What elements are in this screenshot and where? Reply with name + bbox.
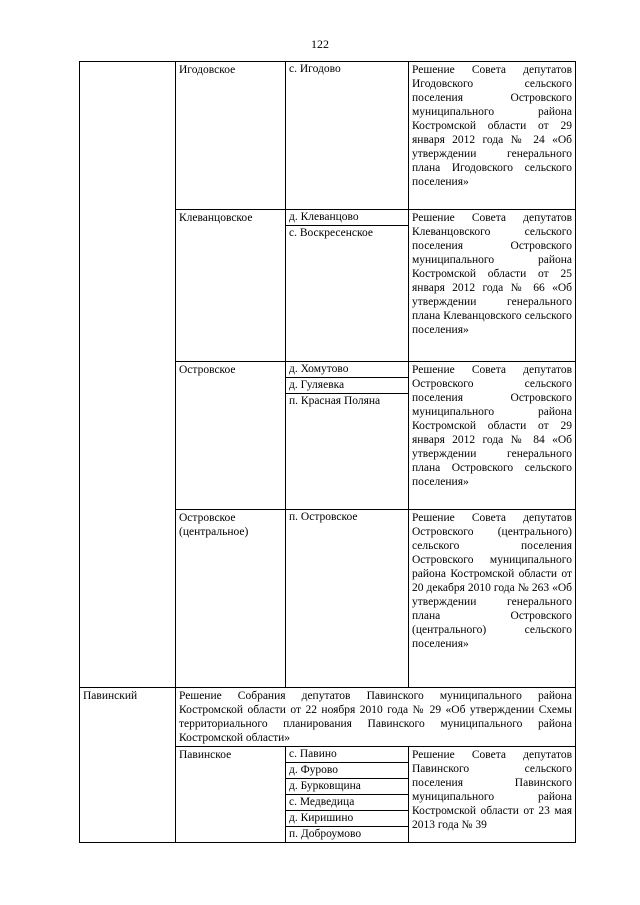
settlement-item: д. Хомутово (286, 362, 408, 378)
settlements-cell (286, 747, 409, 843)
decision-cell: Решение Совета депутатов Павинского сельского поселения Павинского муниципального района Костромской области от 23 мая 2013 года № 39 (409, 747, 576, 843)
municipality-cell: Павинское (176, 747, 286, 843)
settlement-item: д. Гуляевка (286, 378, 408, 394)
table-row (80, 688, 576, 747)
settlements-cell (286, 362, 409, 510)
settlement-item: с. Медведица (286, 795, 408, 811)
settlement-item: д. Фурово (286, 763, 408, 779)
decision-cell: Решение Совета депутатов Клеванцовского сельского поселения Островского муниципального района Костромской области от 25 января 2012 года № 66 «Об утверждении генерального плана Клеванцовского сельского поселения» (409, 210, 576, 362)
decision-cell: Решение Совета депутатов Островского (центрального) сельского поселения Островского муниципального района Костромской области от 20 декабря 2010 года № 263 «Об утверждении генерального плана Островского (центрального) сельского поселения» (409, 510, 576, 688)
settlement-item: д. Киришино (286, 811, 408, 827)
municipality-cell: Клеванцовское (176, 210, 286, 362)
settlements-cell (286, 62, 409, 210)
municipality-cell: Островское (176, 362, 286, 510)
district-cell: Павинский (80, 688, 176, 843)
settlement-item: с. Воскресенское (289, 227, 373, 239)
district-cell (80, 62, 176, 688)
settlements-cell (286, 210, 409, 362)
municipality-cell: Островское (центральное) (176, 510, 286, 688)
settlement-item: п. Островское (289, 511, 358, 523)
municipality-cell: Игодовское (176, 62, 286, 210)
settlements-cell (286, 510, 409, 688)
settlement-item: п. Красная Поляна (289, 395, 381, 407)
settlement-item: д. Бурковщина (286, 779, 408, 795)
table-row (80, 62, 576, 210)
settlement-item: д. Клеванцово (286, 210, 408, 226)
district-decision-cell: Решение Собрания депутатов Павинского муниципального района Костромской области от 22 ноября 2010 года № 29 «Об утверждении Схемы территориального планирования Павинского муниципального района Костромской области» (176, 688, 576, 747)
settlement-item: с. Павино (286, 747, 408, 763)
decision-cell: Решение Совета депутатов Островского сельского поселения Островского муниципального района Костромской области от 29 января 2012 года № 84 «Об утверждении генерального плана Островского сельского поселения» (409, 362, 576, 510)
decision-cell: Решение Совета депутатов Игодовского сельского поселения Островского муниципального района Костромской области от 29 января 2012 года № 24 «Об утверждении генерального плана Игодовского сельского поселения» (409, 62, 576, 210)
territorial-planning-table (79, 61, 576, 843)
settlement-item: с. Игодово (289, 63, 341, 75)
settlement-item: п. Доброумово (289, 828, 362, 840)
page-number: 122 (311, 37, 329, 51)
